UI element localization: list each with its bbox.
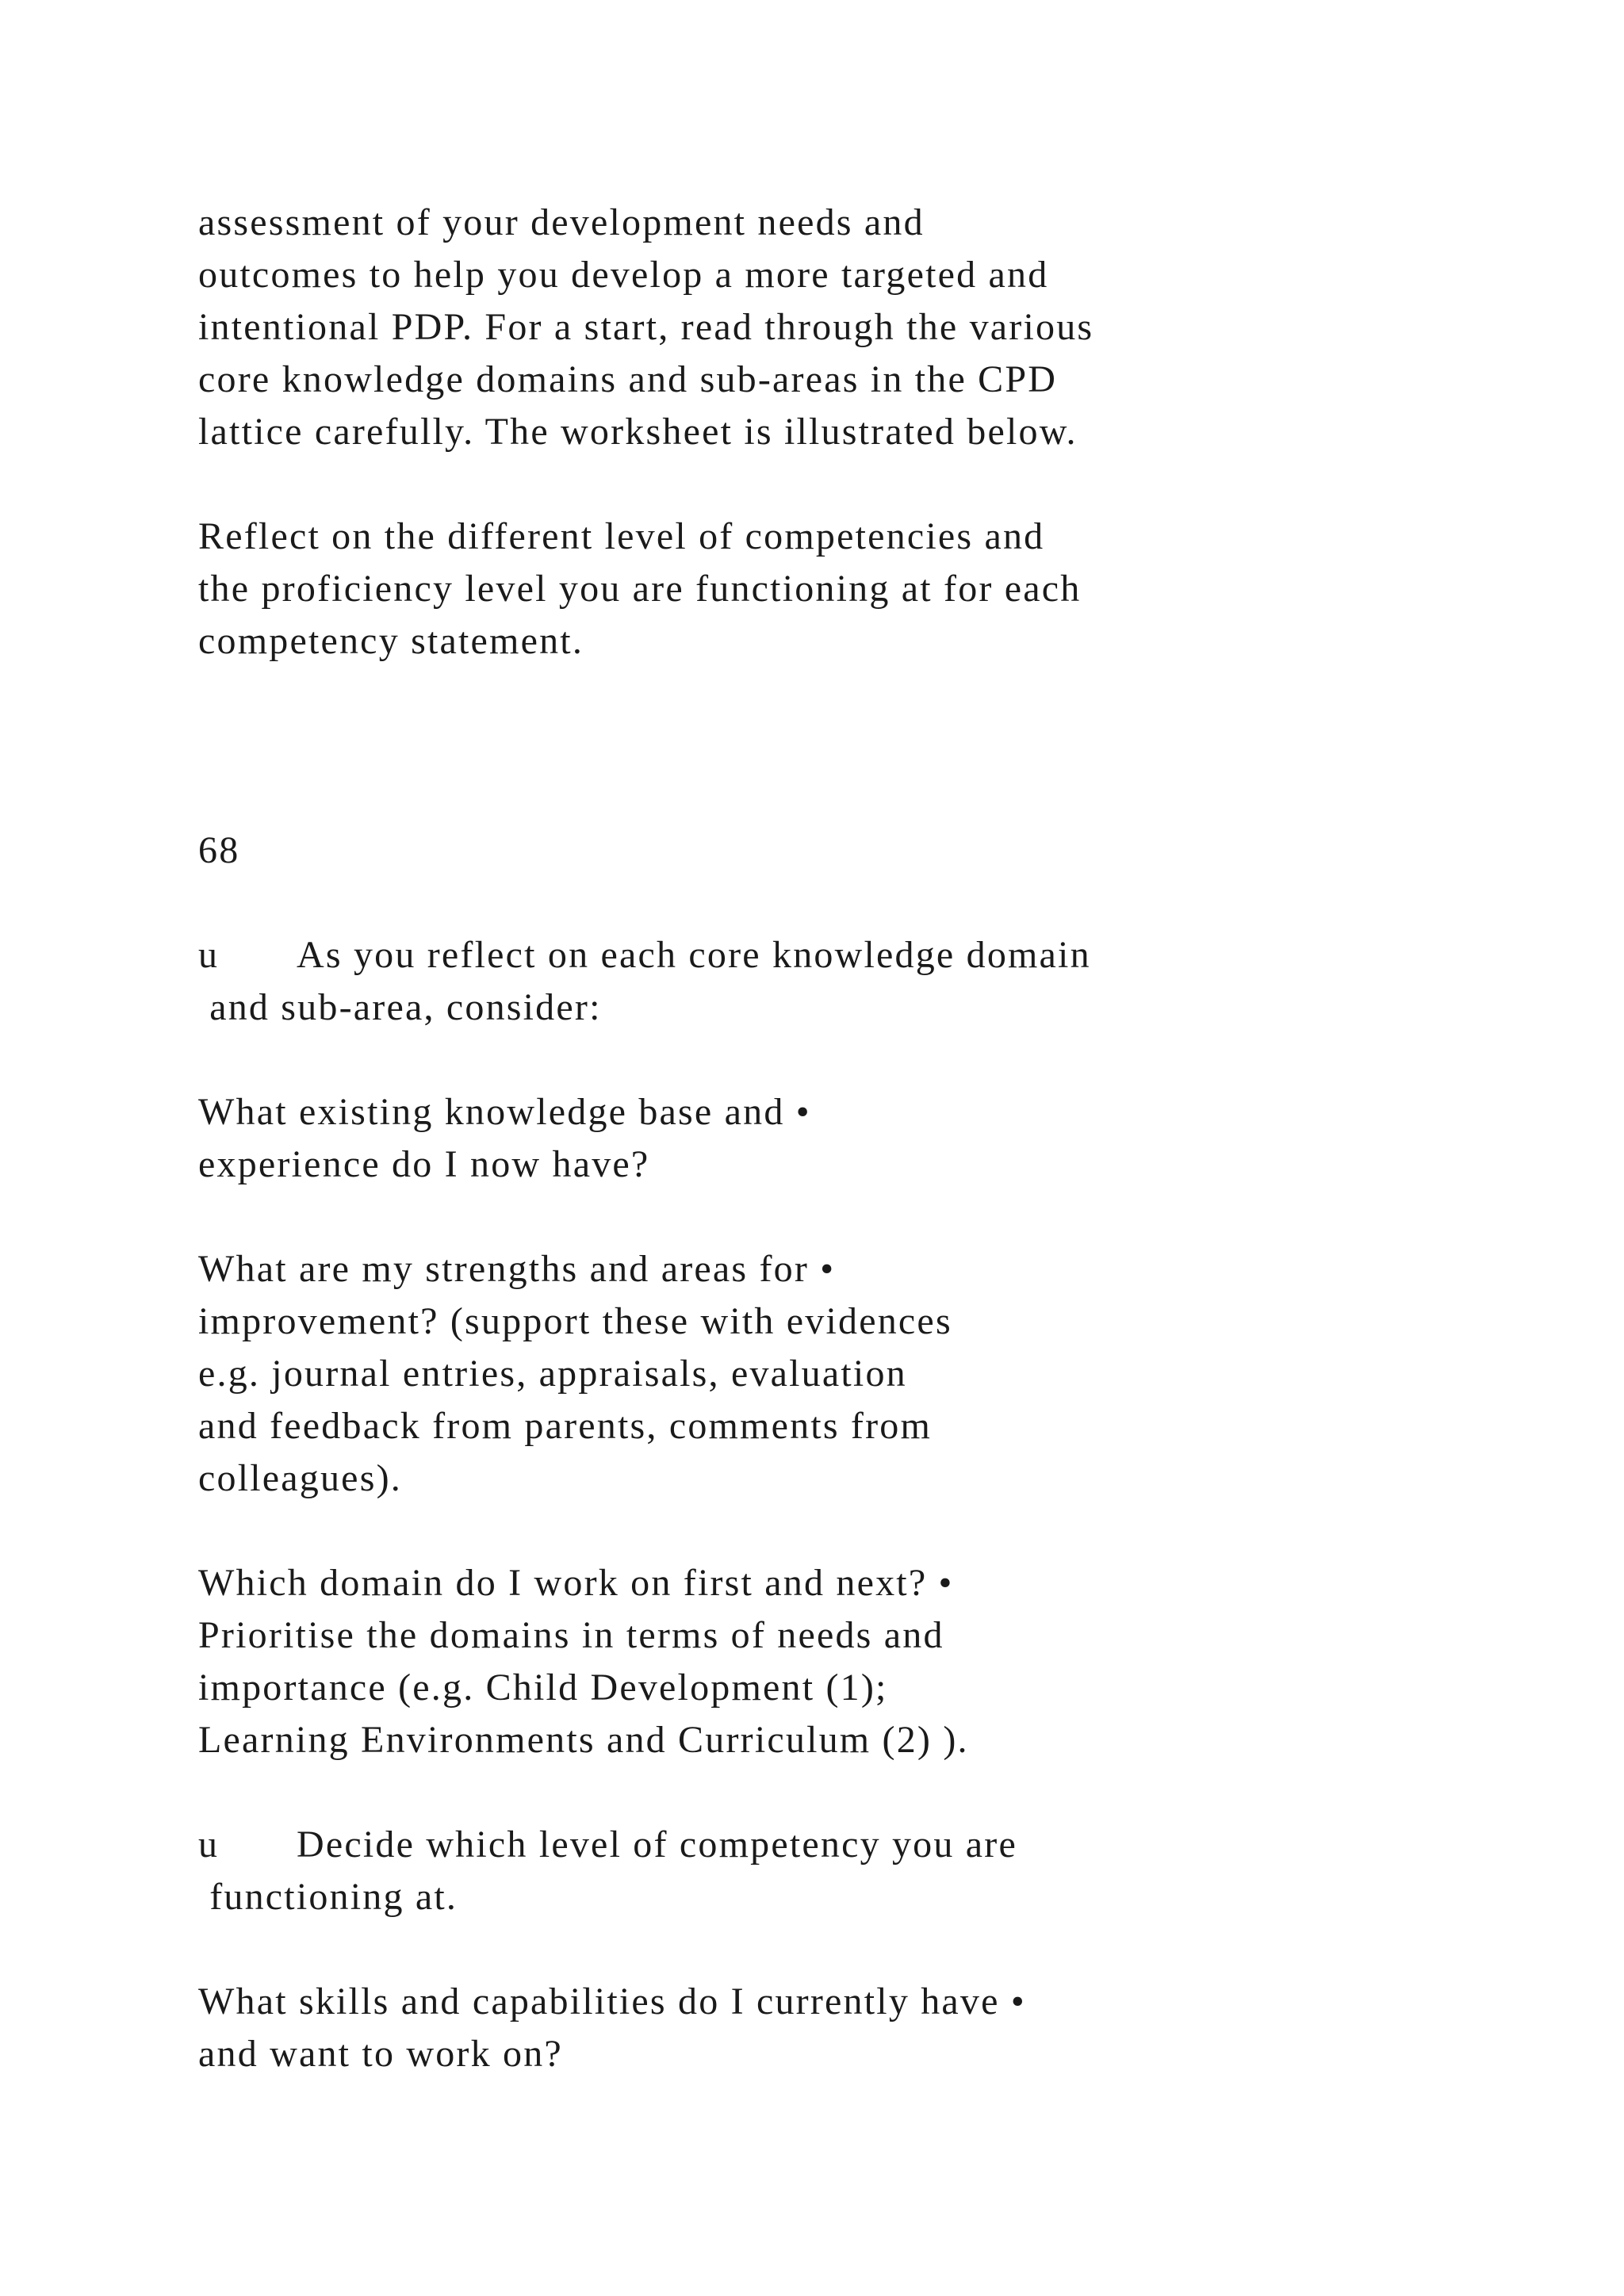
question-domain-priority: [198, 1557, 1507, 1766]
text-line: Which domain do I work on first and next? •: [198, 1562, 954, 1604]
text-line: competency statement.: [198, 620, 584, 662]
question-strengths: [198, 1243, 1507, 1505]
question-knowledge-base: [198, 1086, 1507, 1191]
intro-paragraph: [198, 197, 1507, 458]
bullet-marker: u: [198, 934, 220, 976]
paragraph-gap: [198, 1505, 1507, 1557]
document-body: [198, 197, 1507, 2080]
text-line: the proficiency level you are functioning at for each: [198, 568, 1082, 610]
text-line: What existing knowledge base and •: [198, 1091, 811, 1133]
text-line: colleagues).: [198, 1457, 402, 1499]
bullet-text: As you reflect on each core knowledge domain: [297, 934, 1091, 976]
question-skills: [198, 1976, 1507, 2080]
text-line: assessment of your development needs and: [198, 201, 925, 243]
bullet-continuation: and sub-area, consider:: [198, 986, 602, 1028]
paragraph-gap: [198, 1034, 1507, 1086]
text-line: core knowledge domains and sub-areas in the CPD: [198, 358, 1058, 400]
text-line: Reflect on the different level of competencies and: [198, 515, 1045, 557]
text-line: improvement? (support these with evidences: [198, 1300, 952, 1342]
text-line: Learning Environments and Curriculum (2) ).: [198, 1719, 969, 1761]
bullet-line: [198, 929, 1507, 982]
text-line: e.g. journal entries, appraisals, evaluation: [198, 1353, 907, 1395]
section-gap: [198, 668, 1507, 825]
text-line: Prioritise the domains in terms of needs and: [198, 1614, 944, 1656]
text-line: What skills and capabilities do I currently have •: [198, 1980, 1026, 2022]
bullet-marker: u: [198, 1823, 220, 1866]
bullet-text: Decide which level of competency you are: [297, 1823, 1017, 1866]
bullet-line: [198, 1819, 1507, 1871]
text-line: and feedback from parents, comments from: [198, 1405, 933, 1447]
text-line: intentional PDP. For a start, read through the various: [198, 306, 1094, 348]
bullet-continuation: functioning at.: [198, 1876, 458, 1918]
text-line: lattice carefully. The worksheet is illustrated below.: [198, 411, 1078, 453]
text-line: and want to work on?: [198, 2033, 563, 2075]
bullet-item-reflect: [198, 929, 1507, 1034]
page-number: 68: [198, 829, 240, 871]
paragraph-gap: [198, 458, 1507, 511]
paragraph-gap: [198, 1923, 1507, 1976]
paragraph-gap: [198, 1766, 1507, 1819]
reflect-paragraph: [198, 511, 1507, 668]
text-line: importance (e.g. Child Development (1);: [198, 1667, 888, 1709]
bullet-item-competency: [198, 1819, 1507, 1923]
paragraph-gap: [198, 877, 1507, 929]
paragraph-gap: [198, 1191, 1507, 1243]
text-line: experience do I now have?: [198, 1143, 650, 1185]
text-line: outcomes to help you develop a more targeted and: [198, 254, 1049, 296]
text-line: What are my strengths and areas for •: [198, 1248, 836, 1290]
